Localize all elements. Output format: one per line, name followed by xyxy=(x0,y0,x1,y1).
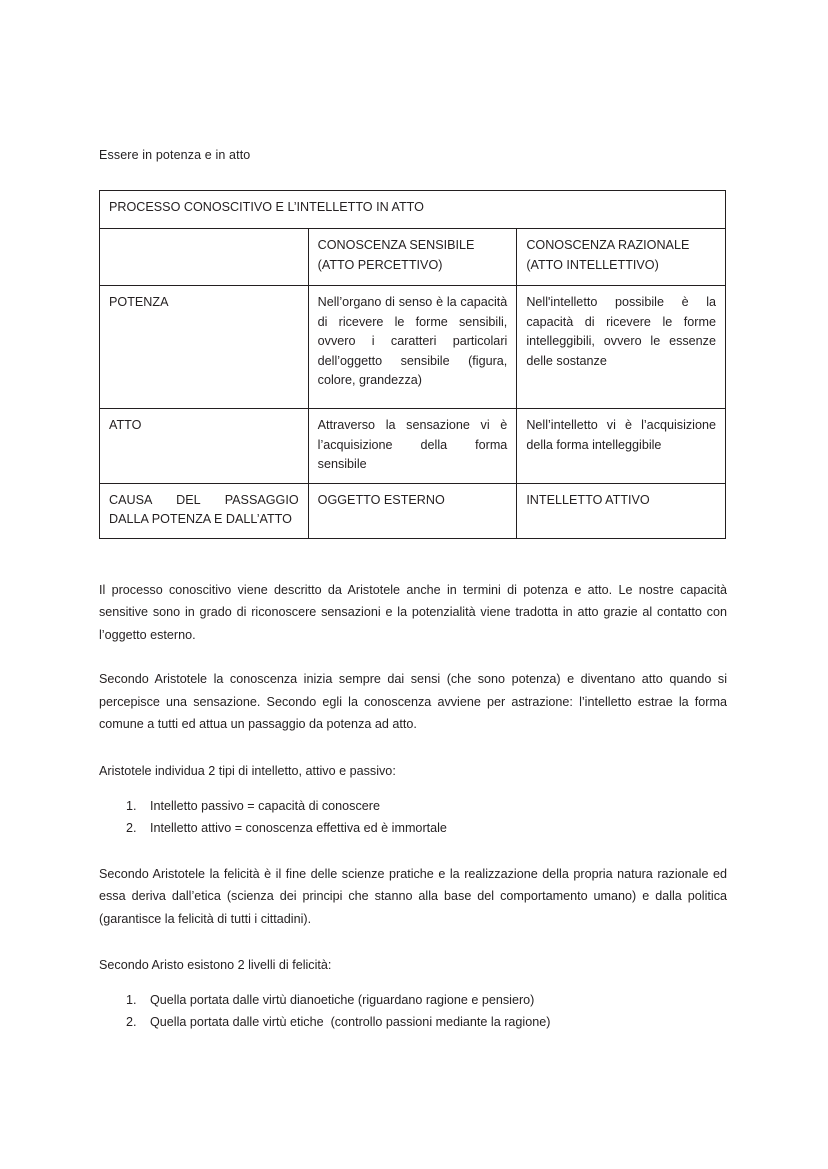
paragraph-conoscenza-astrazione: Secondo Aristotele la conoscenza inizia sempre dai sensi (che sono potenza) e diventano atto quando si percepisce una sensazione. Secondo egli la conoscenza avviene per astrazione: l’intelletto estrae la forma comune a tutti ed attua un passaggio da potenza ad atto. xyxy=(99,672,727,732)
table-header-rational xyxy=(517,229,726,286)
table-row-column-headers xyxy=(100,229,726,286)
table-header-rational-line2: (ATTO INTELLETTIVO) xyxy=(526,257,659,272)
table-row xyxy=(100,286,726,409)
table-row xyxy=(100,409,726,484)
table-header-sensible-line1: CONOSCENZA SENSIBILE xyxy=(317,238,475,252)
row-label-atto: ATTO xyxy=(100,409,309,484)
cell-atto-sensible: Attraverso la sensazione vi è l’acquisizione della forma sensibile xyxy=(308,409,517,484)
cell-atto-rational: Nell’intelletto vi è l’acquisizione della forma intelleggibile xyxy=(517,409,726,484)
cell-potenza-sensible: Nell’organo di senso è la capacità di ricevere le forme sensibili, ovvero i caratteri particolari dell’oggetto sensibile (figura, colore, grandezza) xyxy=(308,286,517,409)
table-row xyxy=(100,483,726,538)
list-item: Intelletto passivo = capacità di conoscere xyxy=(150,798,380,813)
table-title-cell: PROCESSO CONOSCITIVO E L’INTELLETTO IN ATTO xyxy=(100,191,726,229)
list-item: Intelletto attivo = conoscenza effettiva ed è immortale xyxy=(150,820,447,835)
list-item: Quella portata dalle virtù dianoetiche (riguardano ragione e pensiero) xyxy=(150,993,535,1008)
knowledge-process-table xyxy=(99,190,726,539)
row-label-causa: CAUSA DEL PASSAGGIO DALLA POTENZA E DALL’ATTO xyxy=(100,483,309,538)
row-label-potenza: POTENZA xyxy=(100,286,309,409)
cell-causa-sensible: OGGETTO ESTERNO xyxy=(308,483,517,538)
paragraph-felicita-fine: Secondo Aristotele la felicità è il fine delle scienze pratiche e la realizzazione della propria natura razionale ed essa deriva dall’etica (scienza dei principi che stanno alla base del comportamento umano) e dalla politica (garantisce la felicità di tutti i cittadini). xyxy=(99,866,727,926)
cell-potenza-rational: Nell'intelletto possibile è la capacità di ricevere le forme intelleggibili, ovvero le essenze delle sostanze xyxy=(517,286,726,409)
document-content xyxy=(99,147,727,1033)
cell-causa-rational: INTELLETTO ATTIVO xyxy=(517,483,726,538)
table-header-blank xyxy=(100,229,309,286)
list-item: Quella portata dalle virtù etiche (controllo passioni mediante la ragione) xyxy=(150,1015,551,1030)
list-livelli-felicita xyxy=(99,989,727,1033)
paragraph-processo-conoscitivo: Il processo conoscitivo viene descritto da Aristotele anche in termini di potenza e atto. Le nostre capacità sensitive sono in grado di riconoscere sensazioni e la potenzialità viene tradotta in atto grazie al contatto con l’oggetto esterno. xyxy=(99,582,727,642)
list-tipi-intelletto xyxy=(99,795,727,839)
paragraph-livelli-felicita: Secondo Aristo esistono 2 livelli di felicità: xyxy=(99,958,332,973)
table-header-rational-line1: CONOSCENZA RAZIONALE xyxy=(526,238,690,252)
page-title: Essere in potenza e in atto xyxy=(99,148,251,162)
table-row-title xyxy=(100,191,726,229)
table-header-sensible-line2: (ATTO PERCETTIVO) xyxy=(317,257,443,272)
table-header-sensible xyxy=(308,229,517,286)
paragraph-tipi-intelletto: Aristotele individua 2 tipi di intelletto, attivo e passivo: xyxy=(99,764,396,779)
